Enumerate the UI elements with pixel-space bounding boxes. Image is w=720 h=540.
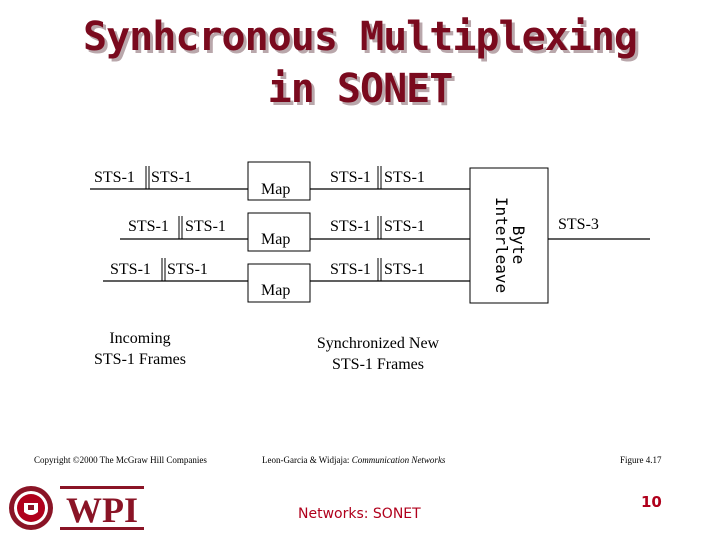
copyright-text: Copyright ©2000 The McGraw Hill Companies — [34, 455, 207, 465]
sts3-output-label: STS-3 — [558, 216, 599, 233]
incoming-frame-label: STS-1 — [167, 261, 208, 278]
incoming-frame-label: STS-1 — [110, 261, 151, 278]
citation-book: Communication Networks — [351, 455, 446, 465]
sync-frame-label: STS-1 — [330, 218, 371, 235]
incoming-frame-label: STS-1 — [94, 169, 135, 186]
synchronized-frames-caption — [298, 333, 458, 375]
page-title-line2: in SONET — [267, 66, 453, 112]
citation-text — [262, 455, 445, 465]
incoming-caption-line1: Incoming — [109, 330, 171, 347]
sync-frame-label: STS-1 — [384, 218, 425, 235]
sync-caption-line2: STS-1 Frames — [332, 356, 424, 373]
wpi-logo-text: WPI — [66, 490, 138, 530]
citation-authors: Leon-Garcia & Widjaja: — [262, 455, 350, 465]
sync-frame-label: STS-1 — [384, 261, 425, 278]
sync-frame-label: STS-1 — [384, 169, 425, 186]
incoming-caption-line2: STS-1 Frames — [94, 351, 186, 368]
byte-interleave-label — [491, 185, 527, 305]
wpi-seal-icon — [8, 485, 54, 531]
footer-topic: Networks: SONET — [298, 506, 421, 522]
sync-frame-label: STS-1 — [330, 169, 371, 186]
incoming-frame-label: STS-1 — [185, 218, 226, 235]
incoming-frames-caption — [72, 328, 208, 370]
incoming-frame-label: STS-1 — [128, 218, 169, 235]
wpi-logo — [60, 486, 144, 530]
map-label: Map — [261, 231, 291, 248]
map-label: Map — [261, 282, 291, 299]
incoming-frame-label: STS-1 — [151, 169, 192, 186]
sync-caption-line1: Synchronized New — [316, 335, 440, 352]
map-label: Map — [261, 181, 291, 198]
byte-interleave-line1: Byte — [509, 225, 528, 265]
page-number: 10 — [641, 493, 662, 511]
byte-interleave-line2: Interleave — [492, 196, 511, 294]
figure-number: Figure 4.17 — [620, 455, 662, 465]
sync-frame-label: STS-1 — [330, 261, 371, 278]
page-title-line1: Synhcronous Multiplexing — [83, 14, 637, 60]
